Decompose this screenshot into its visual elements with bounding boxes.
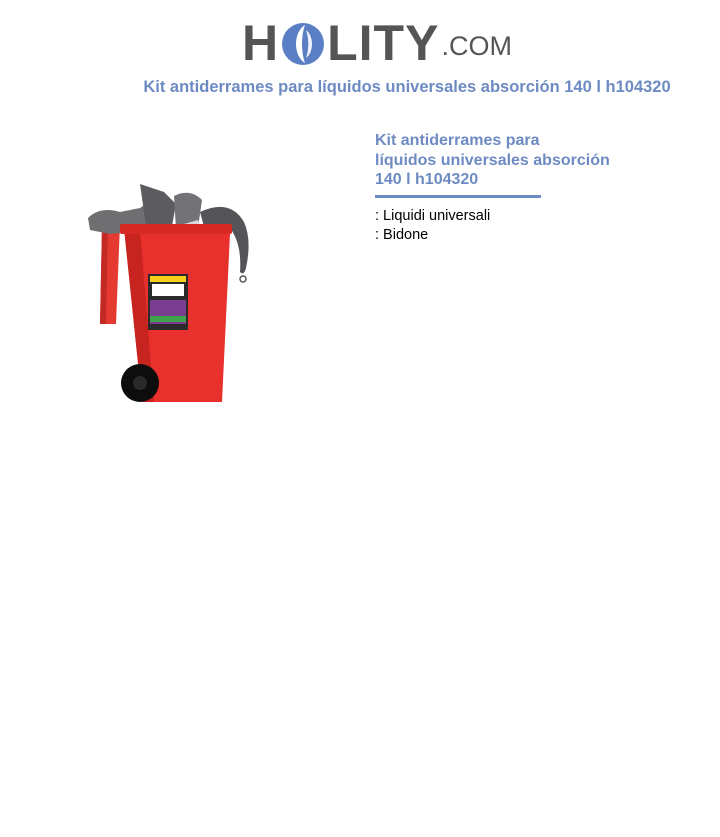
product-image bbox=[80, 178, 256, 408]
logo-o-icon bbox=[281, 22, 325, 66]
product-attributes bbox=[375, 207, 675, 245]
title-underline-divider bbox=[375, 195, 541, 198]
product-info bbox=[375, 131, 675, 245]
logo-prefix: H bbox=[242, 15, 280, 71]
logo-wordmark bbox=[242, 15, 440, 71]
product-title-line: Kit antiderrames para bbox=[375, 132, 540, 149]
product-title-line: líquidos universales absorción bbox=[375, 151, 610, 169]
attribute-container: : Bidone bbox=[375, 226, 429, 243]
product-title-line: 140 l h104320 bbox=[375, 171, 479, 188]
logo-suffix: LITY bbox=[327, 15, 440, 71]
product-title bbox=[375, 131, 675, 190]
site-logo[interactable] bbox=[242, 12, 512, 71]
page-heading: Kit antiderrames para líquidos universales absorción 140 l h104320 bbox=[143, 78, 671, 96]
attribute-liquid-type: : Liquidi universali bbox=[375, 207, 491, 224]
logo-domain: .COM bbox=[441, 31, 512, 61]
